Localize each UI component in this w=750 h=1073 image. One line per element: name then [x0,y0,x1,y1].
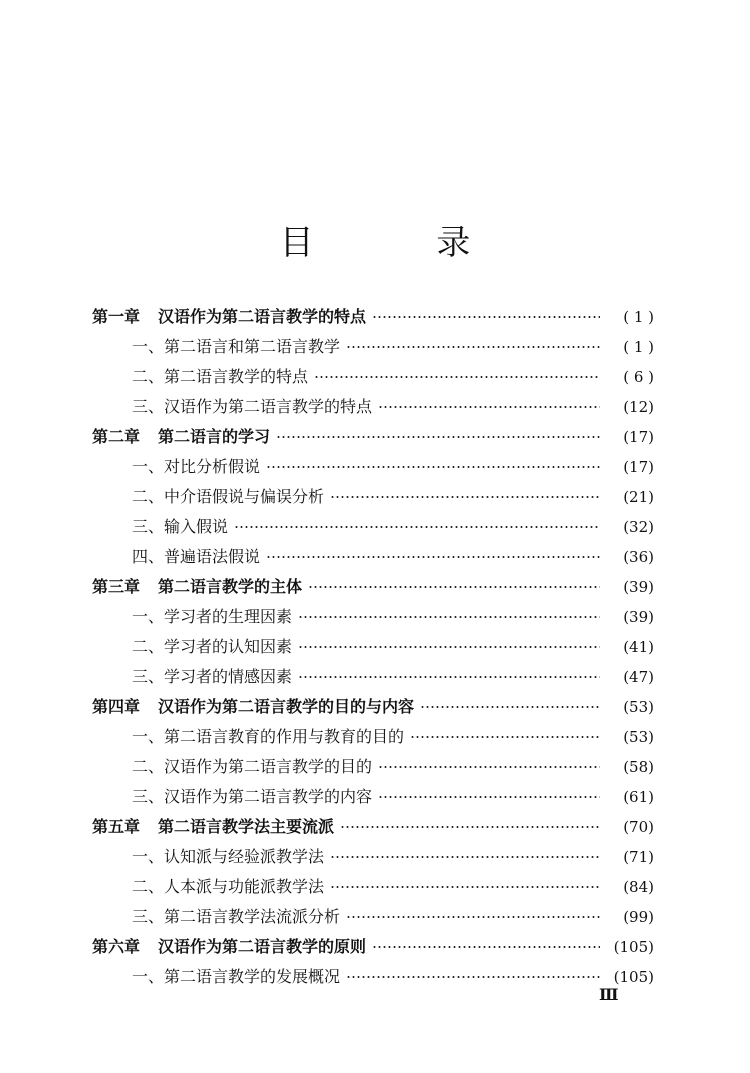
page-number: (39) [623,608,654,626]
chapter-number: 第四章 [92,697,141,716]
dot-leader [410,736,600,738]
dot-leader [330,856,600,858]
page-number: (53) [623,698,654,716]
dot-leader [420,706,600,708]
toc-section-row [0,662,750,692]
chapter-number: 第三章 [92,577,141,596]
page-number: (53) [623,728,654,746]
dot-leader [308,586,600,588]
dot-leader [340,826,600,828]
toc-chapter-row [0,932,750,962]
page-number: (105) [613,968,654,986]
page-number: (41) [623,638,654,656]
page-number: (70) [623,818,654,836]
dot-leader [378,796,600,798]
dot-leader [346,346,600,348]
page-number: (99) [623,908,654,926]
section-title: 四、普遍语法假说 [132,547,261,566]
toc-section-row [0,842,750,872]
chapter-title: 第二语言教学法主要流派 [158,817,335,836]
dot-leader [378,766,600,768]
page-number: ( 1 ) [623,338,654,356]
section-title: 一、第二语言教学的发展概况 [132,967,341,986]
chapter-number: 第一章 [92,307,141,326]
section-title: 二、人本派与功能派教学法 [132,877,325,896]
page-title: 目 录 [279,223,527,263]
page-number: (17) [623,458,654,476]
page-number: (21) [623,488,654,506]
chapter-title: 第二语言的学习 [158,427,271,446]
section-title: 三、汉语作为第二语言教学的特点 [132,397,373,416]
section-title: 二、第二语言教学的特点 [132,367,309,386]
page-number: (61) [623,788,654,806]
page-number: (58) [623,758,654,776]
section-title: 三、汉语作为第二语言教学的内容 [132,787,373,806]
toc-section-row [0,752,750,782]
toc-section-row [0,332,750,362]
dot-leader [378,406,600,408]
toc-chapter-row [0,302,750,332]
chapter-number: 第二章 [92,427,141,446]
chapter-title: 汉语作为第二语言教学的原则 [158,937,367,956]
section-title: 三、第二语言教学法流派分析 [132,907,341,926]
section-title: 三、学习者的情感因素 [132,667,293,686]
table-of-contents [0,302,750,992]
toc-chapter-row [0,692,750,722]
toc-chapter-row [0,812,750,842]
section-title: 一、学习者的生理因素 [132,607,293,626]
page-number: (71) [623,848,654,866]
dot-leader [266,466,600,468]
toc-section-row [0,722,750,752]
dot-leader [298,616,600,618]
page-number: (12) [623,398,654,416]
chapter-number: 第五章 [92,817,141,836]
toc-section-row [0,602,750,632]
dot-leader [330,496,600,498]
chapter-number: 第六章 [92,937,141,956]
toc-chapter-row [0,572,750,602]
dot-leader [234,526,600,528]
dot-leader [298,646,600,648]
page-number: (47) [623,668,654,686]
section-title: 一、认知派与经验派教学法 [132,847,325,866]
section-title: 二、学习者的认知因素 [132,637,293,656]
dot-leader [330,886,600,888]
page-number: (32) [623,518,654,536]
dot-leader [346,916,600,918]
dot-leader [346,976,600,978]
toc-section-row [0,392,750,422]
chapter-title: 第二语言教学的主体 [158,577,303,596]
toc-section-row [0,482,750,512]
toc-section-row [0,872,750,902]
toc-section-row [0,962,750,992]
page-number: (105) [613,938,654,956]
page-number: (39) [623,578,654,596]
section-title: 一、第二语言教育的作用与教育的目的 [132,727,405,746]
page-number: ( 1 ) [623,308,654,326]
page-folio: Ⅲ [599,985,619,1004]
dot-leader [372,316,600,318]
toc-section-row [0,632,750,662]
dot-leader [314,376,600,378]
page-number: (84) [623,878,654,896]
toc-section-row [0,902,750,932]
dot-leader [372,946,600,948]
section-title: 一、第二语言和第二语言教学 [132,337,341,356]
chapter-title: 汉语作为第二语言教学的目的与内容 [158,697,415,716]
section-title: 二、汉语作为第二语言教学的目的 [132,757,373,776]
section-title: 一、对比分析假说 [132,457,261,476]
section-title: 二、中介语假说与偏误分析 [132,487,325,506]
dot-leader [276,436,600,438]
dot-leader [266,556,600,558]
section-title: 三、输入假说 [132,517,229,536]
toc-section-row [0,512,750,542]
chapter-title: 汉语作为第二语言教学的特点 [158,307,367,326]
toc-section-row [0,782,750,812]
page-number: (17) [623,428,654,446]
page-number: ( 6 ) [623,368,654,386]
dot-leader [298,676,600,678]
toc-section-row [0,542,750,572]
toc-section-row [0,452,750,482]
toc-section-row [0,362,750,392]
toc-chapter-row [0,422,750,452]
page-number: (36) [623,548,654,566]
